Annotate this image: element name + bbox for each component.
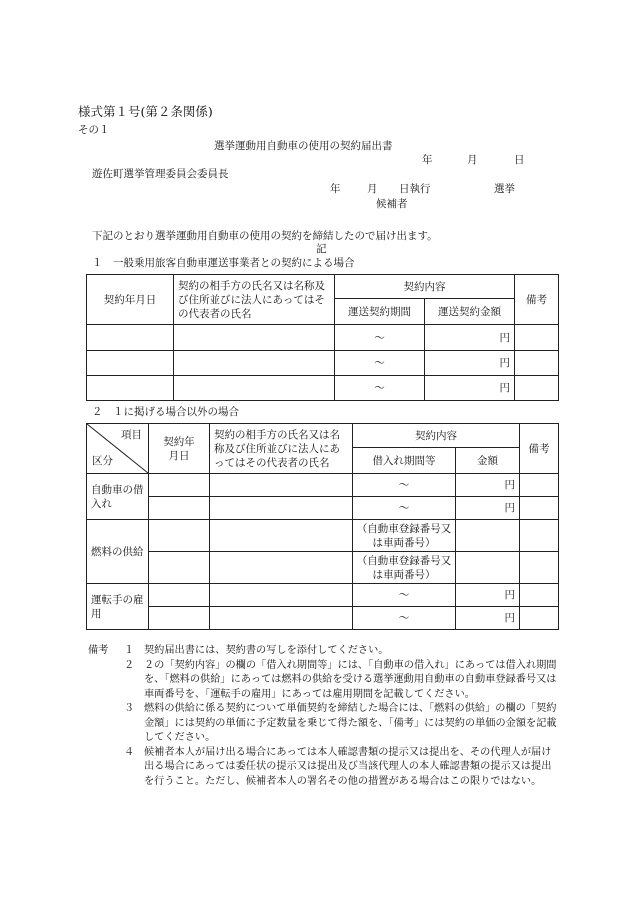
s1-party-cell[interactable] xyxy=(174,351,335,376)
s1-amount-cell[interactable]: 円 xyxy=(425,376,515,401)
s1-col-period: 運送契約期間 xyxy=(335,299,425,325)
s2-party-cell[interactable] xyxy=(210,520,353,552)
addressee: 遊佐町選挙管理委員会委員長 xyxy=(92,168,229,180)
ki-mark: 記 xyxy=(316,243,327,255)
s1-col-date: 契約年月日 xyxy=(87,275,174,325)
table-row xyxy=(87,351,559,376)
s2-amount-cell[interactable]: 円 xyxy=(456,474,520,497)
s2-party-cell[interactable] xyxy=(210,552,353,584)
s2-date-cell[interactable] xyxy=(149,520,210,552)
s2-amount-cell[interactable]: 円 xyxy=(456,497,520,520)
table-row xyxy=(87,552,559,584)
note-text: 燃料の供給に係る契約について単価契約を締結した場合には、「燃料の供給」の欄の「契約金額」には契約の単価に予定数量を乗じて得た額を、「備考」には契約の単価の金額を記載してください。 xyxy=(144,703,557,743)
s2-col-period: 借入れ期間等 xyxy=(353,448,456,474)
s2-period-cell[interactable]: （自動車登録番号又は車両番号） xyxy=(353,520,456,552)
section2-heading: ２ １に掲げる場合以外の場合 xyxy=(92,406,239,418)
table-row xyxy=(87,376,559,401)
table-row xyxy=(87,520,559,552)
s1-amount-cell[interactable]: 円 xyxy=(425,351,515,376)
s2-party-cell[interactable] xyxy=(210,497,353,520)
s2-col-date: 契約年月日 xyxy=(149,424,210,474)
table-row xyxy=(87,607,559,630)
s1-period-cell[interactable]: ～ xyxy=(335,325,425,351)
s2-date-cell[interactable] xyxy=(149,552,210,584)
note-item xyxy=(88,644,558,659)
s2-group-label: 自動車の借入れ xyxy=(87,474,149,520)
election-year: 年 xyxy=(330,183,341,195)
candidate-label: 候補者 xyxy=(376,198,408,210)
s2-group-label: 燃料の供給 xyxy=(87,520,149,584)
s2-remarks-cell[interactable] xyxy=(520,607,559,630)
s2-period-cell[interactable]: ～ xyxy=(353,584,456,607)
s1-col-remarks: 備考 xyxy=(515,275,559,325)
s2-remarks-cell[interactable] xyxy=(520,584,559,607)
page-title: 選挙運動用自動車の使用の契約届出書 xyxy=(214,140,393,152)
table-row xyxy=(87,474,559,497)
section1-heading: １ 一般乗用旅客自動車運送事業者との契約による場合 xyxy=(92,257,355,269)
s2-period-cell[interactable]: ～ xyxy=(353,474,456,497)
s2-col-party: 契約の相手方の氏名又は名称及び住所並びに法人にあってはその代表者の氏名 xyxy=(210,424,353,474)
s2-party-cell[interactable] xyxy=(210,474,353,497)
s2-amount-cell[interactable]: 円 xyxy=(456,584,520,607)
note-text: ２の「契約内容」の欄の「借入れ期間等」には、「自動車の借入れ」にあっては借入れ期間を、「燃料の供給」にあっては燃料の供給を受ける選挙運動用自動車の自動車登録番号又は車両番号を、「運転手の雇用」にあっては雇用期間を記載してください。 xyxy=(144,659,557,700)
table-row xyxy=(87,584,559,607)
s1-amount-cell[interactable]: 円 xyxy=(425,325,515,351)
s2-diag-kubun: 区分 xyxy=(92,455,113,467)
s1-col-party: 契約の相手方の氏名又は名称及び住所並びに法人にあってはその代表者の氏名 xyxy=(174,275,335,325)
s2-date-cell[interactable] xyxy=(149,584,210,607)
s1-col-content: 契約内容 xyxy=(335,275,515,299)
note-number: ３ xyxy=(124,703,135,714)
s2-col-amount: 金額 xyxy=(456,448,520,474)
s2-remarks-cell[interactable] xyxy=(520,552,559,584)
s1-date-cell[interactable] xyxy=(87,351,174,376)
date-month: 月 xyxy=(467,154,478,166)
notes-section xyxy=(88,644,558,789)
s1-remarks-cell[interactable] xyxy=(515,376,559,401)
s1-date-cell[interactable] xyxy=(87,376,174,401)
election-type: 選挙 xyxy=(494,183,515,195)
s1-col-amount: 運送契約金額 xyxy=(425,299,515,325)
note-number: １ xyxy=(124,645,135,656)
s2-remarks-cell[interactable] xyxy=(520,474,559,497)
s1-period-cell[interactable]: ～ xyxy=(335,376,425,401)
s2-period-cell[interactable]: （自動車登録番号又は車両番号） xyxy=(353,552,456,584)
form-number: 様式第１号(第２条関係) xyxy=(78,104,213,119)
s2-period-cell[interactable]: ～ xyxy=(353,607,456,630)
s2-diagonal-header xyxy=(87,424,149,474)
election-month: 月 xyxy=(367,183,378,195)
s2-amount-cell[interactable]: 円 xyxy=(456,607,520,630)
section2-table xyxy=(86,423,559,630)
s2-date-cell[interactable] xyxy=(149,607,210,630)
s2-remarks-cell[interactable] xyxy=(520,497,559,520)
s2-amount-cell[interactable] xyxy=(456,520,520,552)
table-row xyxy=(87,497,559,520)
election-day: 日執行 xyxy=(399,183,431,195)
s1-party-cell[interactable] xyxy=(174,376,335,401)
s2-amount-cell[interactable] xyxy=(456,552,520,584)
s1-party-cell[interactable] xyxy=(174,325,335,351)
section1-table xyxy=(86,274,559,401)
form-sub-label: その１ xyxy=(78,124,110,136)
s2-remarks-cell[interactable] xyxy=(520,520,559,552)
note-number: ４ xyxy=(124,746,135,758)
s2-diag-item: 項目 xyxy=(121,429,142,441)
s2-party-cell[interactable] xyxy=(210,584,353,607)
note-item xyxy=(88,659,558,703)
note-item xyxy=(88,702,558,746)
s2-col-content: 契約内容 xyxy=(353,424,520,448)
note-item xyxy=(88,746,558,790)
s2-col-remarks: 備考 xyxy=(520,424,559,474)
s1-date-cell[interactable] xyxy=(87,325,174,351)
note-text: 候補者本人が届け出る場合にあっては本人確認書類の提示又は提出を、その代理人が届け出る場合にあっては委任状の提示又は提出及び当該代理人の本人確認書類の提示又は提出を行うこと。ただし、候補者本人の署名その他の措置がある場合はこの限りではない。 xyxy=(144,746,552,787)
s1-remarks-cell[interactable] xyxy=(515,351,559,376)
s2-date-cell[interactable] xyxy=(149,497,210,520)
s2-period-cell[interactable]: ～ xyxy=(353,497,456,520)
note-number: ２ xyxy=(124,659,135,671)
table-row xyxy=(87,325,559,351)
s2-party-cell[interactable] xyxy=(210,607,353,630)
date-day: 日 xyxy=(514,154,525,166)
note-text: 契約届出書には、契約書の写しを添付してください。 xyxy=(144,645,389,656)
s2-date-cell[interactable] xyxy=(149,474,210,497)
s2-group-label: 運転手の雇用 xyxy=(87,584,149,630)
intro-text: 下記のとおり選挙運動用自動車の使用の契約を締結したので届け出ます。 xyxy=(92,230,438,242)
s1-period-cell[interactable]: ～ xyxy=(335,351,425,376)
s1-remarks-cell[interactable] xyxy=(515,325,559,351)
date-year: 年 xyxy=(422,154,433,166)
notes-label: 備考 xyxy=(88,645,109,656)
